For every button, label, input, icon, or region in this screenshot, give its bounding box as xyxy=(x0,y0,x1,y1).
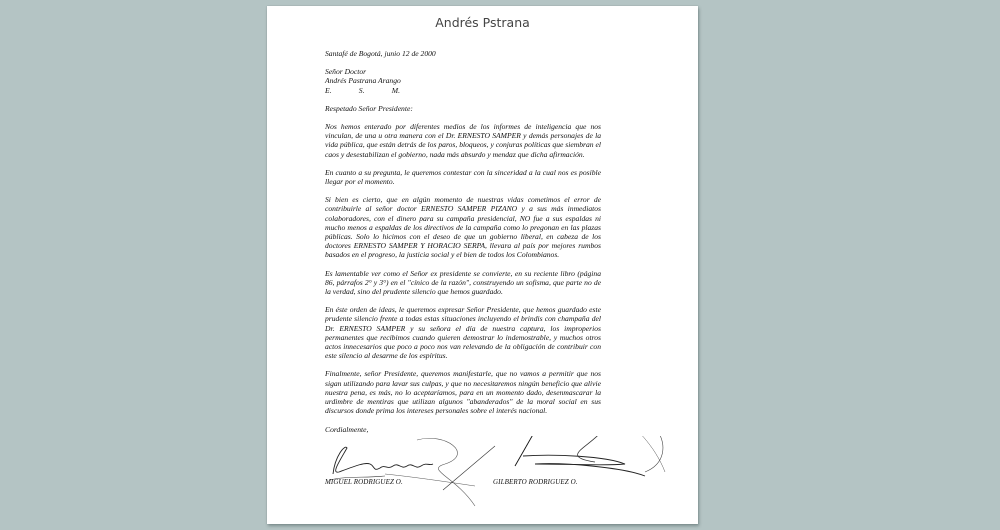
signatory-gilberto: GILBERTO RODRIGUEZ O. xyxy=(493,478,578,486)
esm-s: S. xyxy=(358,85,365,95)
place-date: Santafé de Bogotá, junio 12 de 2000 xyxy=(325,49,436,58)
esm-e: E. xyxy=(325,85,332,95)
recipient-esm xyxy=(325,86,400,95)
paragraph-1: Nos hemos enterado por diferentes medios de los informes de inteligencia que nos vinculan, de una u otra manera con el Dr. ERNESTO SAMPER y demás personajes de la vida pública, que están detrás de los paros, bloqueos, y conjuras políticas que siembran el caos y desestabilizan el gobierno, nada más absurdo y mendaz que dicha afirmación. xyxy=(325,122,601,159)
salutation: Respetado Señor Presidente: xyxy=(325,103,413,113)
letter-body xyxy=(325,49,601,443)
signatory-miguel: MIGUEL RODRIGUEZ O. xyxy=(325,478,403,486)
paragraph-6: Finalmente, señor Presidente, queremos manifestarle, que no vamos a permitir que nos sigan utilizando para lavar sus culpas, y que no necesitaremos ningún beneficio que alivie nuestra pena, es más, no lo aceptaríamos, para en un momento dado, desenmascarar la urdimbre de mentiras que utilizan algunos "abanderados" de la moral social en sus discursos donde prima los intereses personales sobre el interés nacional. xyxy=(325,369,601,416)
page-title: Andrés Pstrana xyxy=(435,15,530,30)
closing: Cordialmente, xyxy=(325,424,369,434)
paragraph-5: En éste orden de ideas, le queremos expresar Señor Presidente, que hemos guardado este prudente silencio frente a todas estas situaciones incluyendo el brindis con champaña del Dr. ERNESTO SAMPER y su señora el día de nuestra captura, los improperios permanentes que recibimos cuando quieren demostrar lo indemostrable, y muchos otros actos innecesarios que poco a poco nos van relevando de la obligación de contribuir con este silencio al desarme de los espíritus. xyxy=(325,305,601,361)
paragraph-4: Es lamentable ver como el Señor ex presidente se convierte, en su reciente libro (página 86, párrafos 2° y 3°) en el "cínico de la razón", construyendo un sofisma, que parte no de la verdad, sino del prudente silencio que hemos guardado. xyxy=(325,268,601,297)
recipient-title: Señor Doctor xyxy=(325,67,367,77)
esm-m: M. xyxy=(391,85,400,95)
paragraph-3: Si bien es cierto, que en algún momento de nuestras vidas cometimos el error de contribuirle al señor doctor ERNESTO SAMPER PIZANO y a sus más inmediatos colaboradores, con el dinero para su campaña presidencial, NO fue a sus espaldas ni mucho menos a espaldas de los directivos de la campaña como lo pregonan en las plazas públicas. Solo lo hicimos con el deseo de que un gobierno liberal, en cabeza de los doctores ERNESTO SAMPER Y HORACIO SERPA, llevara al país por mejores rumbos basados en el progreso, la justicia social y el bien de todos los Colombianos. xyxy=(325,195,601,260)
signature-area xyxy=(325,436,685,521)
document-page xyxy=(267,6,698,524)
recipient-name: Andrés Pastrana Arango xyxy=(325,76,401,86)
paragraph-2: En cuanto a su pregunta, le queremos contestar con la sinceridad a la cual nos es posible llegar por el momento. xyxy=(325,167,601,187)
recipient-block xyxy=(325,67,601,95)
